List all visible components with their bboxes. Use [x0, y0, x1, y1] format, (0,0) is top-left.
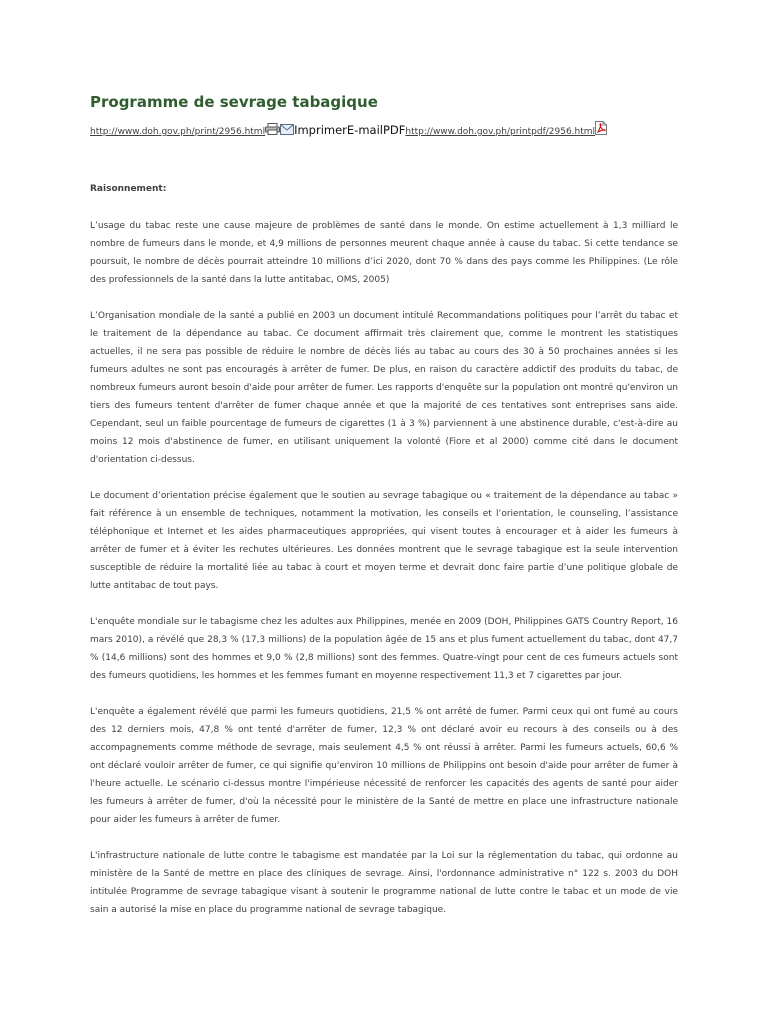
page-title: Programme de sevrage tabagique	[90, 93, 378, 111]
paragraph: L'infrastructure nationale de lutte contre le tabagisme est mandatée par la Loi sur la réglementation du tabac, qui ordonne au ministère de la Santé de mettre en place des cliniques de sevrage. Ainsi, l'ordonnance administrative n° 122 s. 2003 du DOH intitulée Programme de sevrage tabagique visant à soutenir le programme national de lutte contre le tabac et un mode de vie sain a autorisé la mise en place du programme national de sevrage tabagique.	[90, 851, 678, 915]
link-toolbar	[90, 121, 678, 137]
printer-icon[interactable]	[265, 123, 280, 140]
pdf-link[interactable]: PDF	[382, 123, 406, 137]
document-page	[90, 92, 678, 919]
email-icon[interactable]	[280, 124, 294, 140]
paragraph: L’Organisation mondiale de la santé a publié en 2003 un document intitulé Recommandations politiques pour l’arrêt du tabac et le traitement de la dépendance au tabac. Ce document affirmait très clairement que, comme le montrent les statistiques actuelles, il ne sera pas possible de réduire le nombre de décès liés au tabac au cours des 30 à 50 prochaines années si les fumeurs adultes ne sont pas encouragés à arrêter de fumer. De plus, en raison du caractère addictif des produits du tabac, de nombreux fumeurs auront besoin d'aide pour arrêter de fumer. Les rapports d'enquête sur la population ont montré qu'environ un tiers des fumeurs tentent d'arrêter de fumer chaque année et que la majorité de ces tentatives sont entreprises sans aide. Cependant, seul un faible pourcentage de fumeurs de cigarettes (1 à 3 %) parviennent à une abstinence durable, c'est-à-dire au moins 12 mois d'abstinence de fumer, en utilisant uniquement la volonté (Fiore et al 2000) comme cité dans le document d'orientation ci-dessus.	[90, 311, 678, 465]
pdf-icon[interactable]	[595, 121, 607, 140]
paragraph: L'enquête mondiale sur le tabagisme chez les adultes aux Philippines, menée en 2009 (DOH, Philippines GATS Country Report, 16 mars 2010), a révélé que 28,3 % (17,3 millions) de la population âgée de 15 ans et plus fument actuellement du tabac, dont 47,7 % (14,6 millions) sont des hommes et 9,0 % (2,8 millions) sont des femmes. Quatre-vingt pour cent de ces fumeurs actuels sont des fumeurs quotidiens, les hommes et les femmes fumant en moyenne respectivement 11,3 et 7 cigarettes par jour.	[90, 617, 678, 681]
paragraph: L'enquête a également révélé que parmi les fumeurs quotidiens, 21,5 % ont arrêté de fumer. Parmi ceux qui ont fumé au cours des 12 derniers mois, 47,8 % ont tenté d'arrêter de fumer, 12,3 % ont déclaré avoir eu recours à des conseils ou à des accompagnements comme méthode de sevrage, mais seulement 4,5 % ont réussi à arrêter. Parmi les fumeurs actuels, 60,6 % ont déclaré vouloir arrêter de fumer, ce qui signifie qu'environ 10 millions de Philippins ont besoin d'aide pour arrêter de fumer à l'heure actuelle. Le scénario ci-dessus montre l'impérieuse nécessité de renforcer les capacités des agents de santé pour aider les fumeurs à arrêter de fumer, d'où la nécessité pour le ministère de la Santé de mettre en place une infrastructure nationale pour aider les fumeurs à arrêter de fumer.	[90, 707, 678, 825]
paragraph: Le document d’orientation précise également que le soutien au sevrage tabagique ou « traitement de la dépendance au tabac » fait référence à un ensemble de techniques, notamment la motivation, les conseils et l’orientation, le counseling, l’assistance téléphonique et Internet et les aides pharmaceutiques appropriées, qui visent toutes à encourager et à aider les fumeurs à arrêter de fumer et à éviter les rechutes ultérieures. Les données montrent que le sevrage tabagique est la seule intervention susceptible de réduire la mortalité liée au tabac à court et moyen terme et devrait donc faire partie d’une politique globale de lutte antitabac de tout pays.	[90, 491, 678, 591]
section-heading: Raisonnement:	[90, 184, 167, 194]
print-link[interactable]: Imprimer	[294, 123, 347, 137]
pdf-url-link[interactable]: http://www.doh.gov.ph/printpdf/2956.html	[405, 127, 596, 137]
paragraph: L’usage du tabac reste une cause majeure de problèmes de santé dans le monde. On estime actuellement à 1,3 milliard le nombre de fumeurs dans le monde, et 4,9 millions de personnes meurent chaque année à cause du tabac. Si cette tendance se poursuit, le nombre de décès pourrait atteindre 10 millions d’ici 2020, dont 70 % dans des pays comme les Philippines. (Le rôle des professionnels de la santé dans la lutte antitabac, OMS, 2005)	[90, 221, 678, 285]
print-url-link[interactable]: http://www.doh.gov.ph/print/2956.html	[90, 127, 266, 137]
email-link[interactable]: E-mail	[346, 123, 383, 137]
